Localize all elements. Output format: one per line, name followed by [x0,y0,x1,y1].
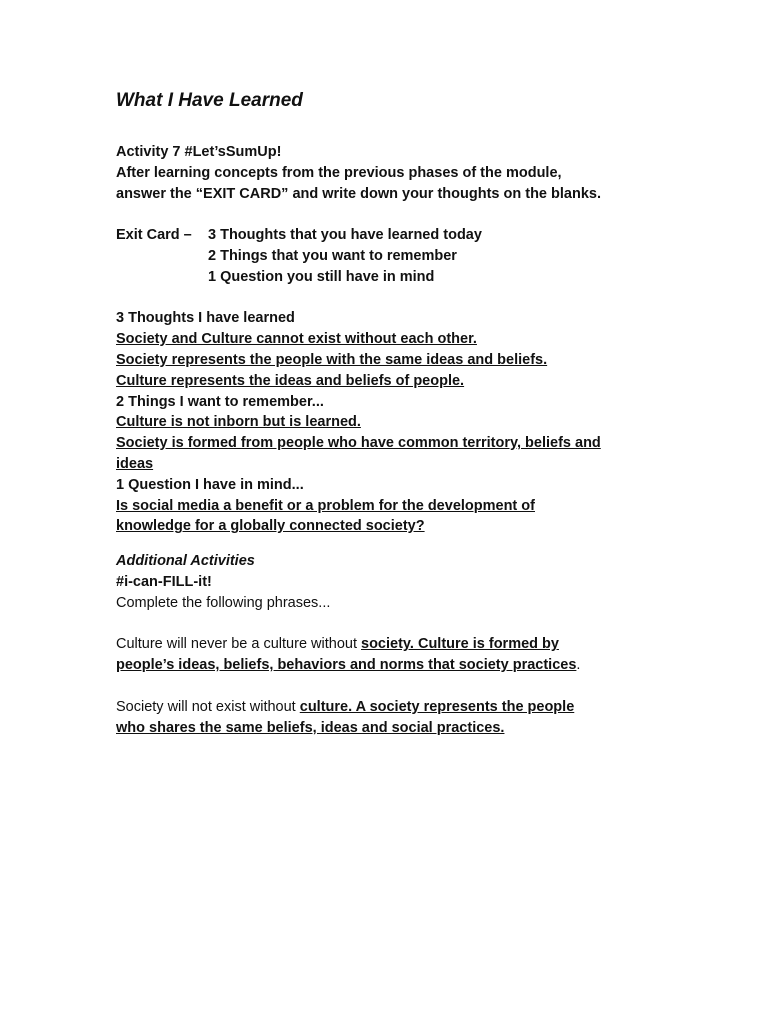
question-heading: 1 Question I have in mind... [116,476,304,493]
phrase-1-line-1 [116,634,676,655]
phrase-2-prefix: Society will not exist without [116,698,300,715]
phrase-1-prefix: Culture will never be a culture without [116,636,362,653]
phrase-2-answer-2: who shares the same beliefs, ideas and social practices. [116,719,505,736]
phrase-2-line-1 [116,697,676,718]
thought-answer-1: Society and Culture cannot exist without each other. [116,331,477,348]
document-page [116,88,676,738]
phrase-1-suffix: . [576,657,581,674]
phrase-1-answer-2: people’s ideas, beliefs, behaviors and norms that society practices [116,657,577,674]
question-answer-line-2: knowledge for a globally connected society? [116,518,425,535]
phrase-2-answer-1: culture. A society represents the people [299,698,575,715]
exit-card-item-2: 2 Things that you want to remember [208,247,457,264]
activity-instruction-line-2: answer the “EXIT CARD” and write down your thoughts on the blanks. [116,185,601,202]
thought-answer-3: Culture represents the ideas and beliefs of people. [116,372,465,389]
phrase-1-line-2 [116,655,676,676]
phrase-2-line-2 [116,718,676,739]
page-title: What I Have Learned [116,90,303,111]
thing-answer-2: Society is formed from people who have common territory, beliefs and [116,435,601,452]
thing-answer-2-cont: ideas [116,455,154,472]
additional-heading: Additional Activities [116,553,255,570]
things-heading: 2 Things I want to remember... [116,393,324,410]
additional-subheading: #i-can-FILL-it! [116,573,212,590]
exit-card-item-1: 3 Thoughts that you have learned today [208,227,482,244]
thoughts-heading: 3 Thoughts I have learned [116,310,295,327]
question-answer-line-1: Is social media a benefit or a problem for the development of [116,497,535,514]
activity-instruction-line-1: After learning concepts from the previous phases of the module, [116,164,562,181]
additional-instruction: Complete the following phrases... [116,594,331,611]
activity-heading: Activity 7 #Let’sSumUp! [116,144,282,160]
thing-answer-1: Culture is not inborn but is learned. [116,414,361,431]
thought-answer-2: Society represents the people with the same ideas and beliefs. [116,351,548,368]
exit-card-item-3: 1 Question you still have in mind [208,268,435,285]
phrase-1-answer-1: society. Culture is formed by [361,636,559,653]
exit-card-row [116,225,676,246]
exit-card-label: Exit Card – [116,227,192,244]
